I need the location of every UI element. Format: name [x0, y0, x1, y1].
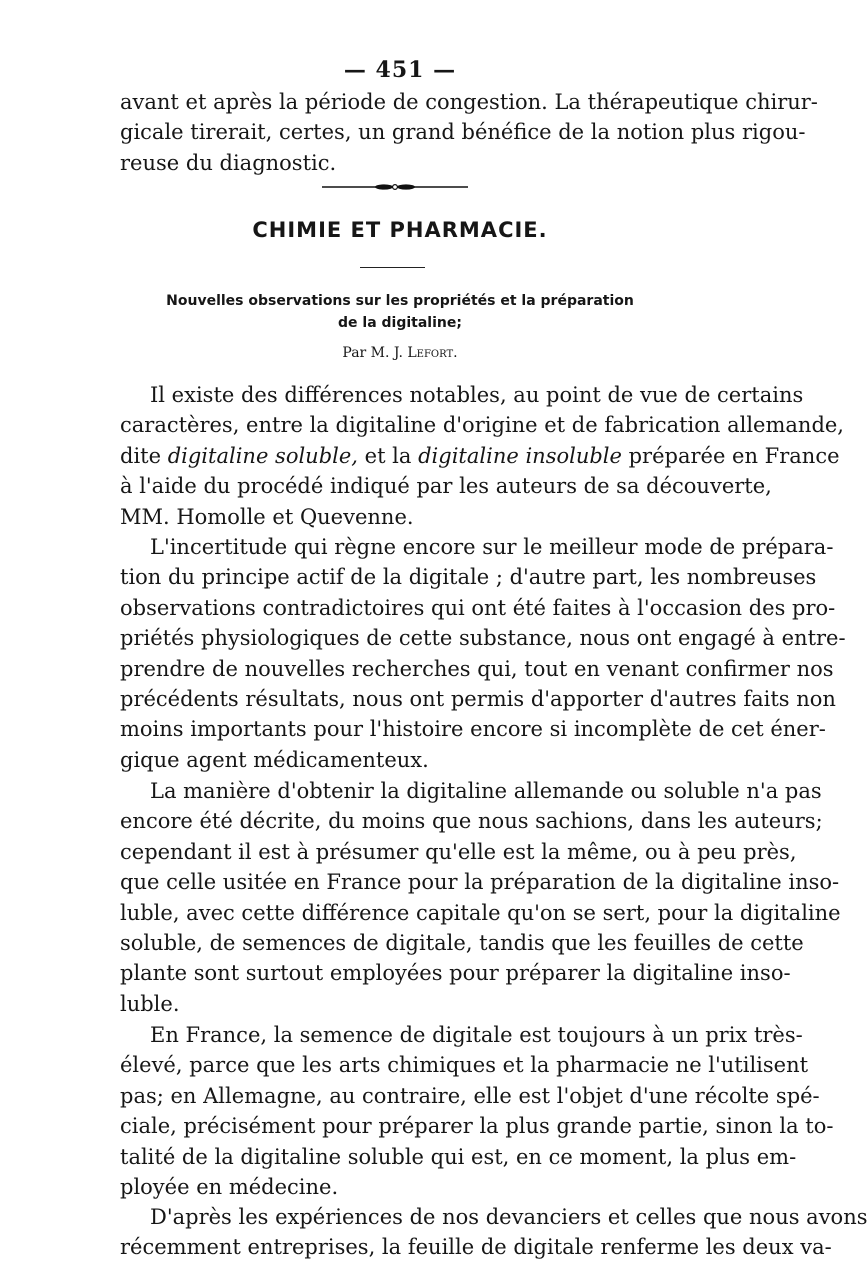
article-title-line-1: Nouvelles observations sur les propriétés et la préparation	[166, 293, 634, 309]
text-line: caractères, entre la digitaline d'origine et de fabrication allemande,	[120, 413, 844, 438]
text-line: En France, la semence de digitale est toujours à un prix très-	[150, 1023, 803, 1047]
section-heading: CHIMIE ET PHARMACIE.	[252, 218, 548, 242]
text-line: MM. Homolle et Quevenne.	[120, 504, 414, 529]
text-line: que celle usitée en France pour la préparation de la digitaline inso-	[120, 870, 840, 895]
text-line: L'incertitude qui règne encore sur le meilleur mode de prépara-	[150, 535, 834, 559]
heading-rule	[360, 267, 425, 268]
text-line: encore été décrite, du moins que nous sachions, dans les auteurs;	[120, 809, 823, 834]
text-line: élevé, parce que les arts chimiques et la pharmacie ne l'utilisent	[120, 1053, 809, 1078]
ornamental-divider	[322, 184, 468, 190]
text-line: Il existe des différences notables, au point de vue de certains	[150, 383, 804, 407]
author-name: Lefort.	[407, 345, 458, 361]
text-line: avant et après la période de congestion. La thérapeutique chirur-	[120, 90, 818, 114]
article-author	[0, 345, 800, 361]
text-line: récemment entreprises, la feuille de digitale renferme les deux va-	[120, 1235, 832, 1260]
text-line: à l'aide du procédé indiqué par les auteurs de sa découverte,	[120, 474, 772, 499]
author-prefix: Par M. J.	[342, 345, 403, 361]
text-line: talité de la digitaline soluble qui est, en ce moment, la plus em-	[120, 1144, 797, 1169]
continuation-paragraph	[120, 87, 818, 178]
text-line: ciale, précisément pour préparer la plus grande partie, sinon la to-	[120, 1114, 834, 1139]
text-line: La manière d'obtenir la digitaline allemande ou soluble n'a pas	[150, 779, 822, 803]
text-line: luble.	[120, 991, 180, 1016]
text-line: observations contradictoires qui ont été faites à l'occasion des pro-	[120, 595, 836, 620]
text-line: D'après les expériences de nos devanciers et celles que nous avons	[150, 1205, 868, 1229]
text-line: tion du principe actif de la digitale ; d'autre part, les nombreuses	[120, 565, 817, 590]
paragraph-4	[120, 1020, 834, 1202]
text-line: précédents résultats, nous ont permis d'apporter d'autres faits non	[120, 687, 836, 712]
text-line: gique agent médicamenteux.	[120, 747, 429, 772]
italic-term: digitaline insoluble	[418, 443, 622, 468]
article-title-line-2: de la digitaline;	[338, 315, 462, 331]
text-line: ployée en médecine.	[120, 1175, 339, 1200]
text-line: pas; en Allemagne, au contraire, elle est l'objet d'une récolte spé-	[120, 1083, 820, 1108]
text-line: gicale tirerait, certes, un grand bénéfice de la notion plus rigou-	[120, 120, 806, 145]
text-line: plante sont surtout employées pour préparer la digitaline inso-	[120, 961, 791, 986]
text-line: reuse du diagnostic.	[120, 150, 337, 175]
text-line: cependant il est à présumer qu'elle est la même, ou à peu près,	[120, 839, 797, 864]
text-line: soluble, de semences de digitale, tandis que les feuilles de cette	[120, 931, 804, 956]
italic-term: digitaline soluble,	[167, 443, 358, 468]
text-line: moins importants pour l'histoire encore si incomplète de cet éner-	[120, 717, 826, 742]
paragraph-2	[120, 532, 846, 775]
paragraph-1	[120, 380, 844, 532]
paragraph-3	[120, 776, 841, 1019]
text-line: prendre de nouvelles recherches qui, tout en venant confirmer nos	[120, 656, 834, 681]
page-number: — 451 —	[343, 57, 457, 83]
text-line-with-italics: dite digitaline soluble, et la digitaline insoluble préparée en France	[120, 443, 840, 468]
text-line: luble, avec cette différence capitale qu'on se sert, pour la digitaline	[120, 900, 841, 925]
paragraph-5	[120, 1202, 868, 1263]
text-line: priétés physiologiques de cette substance, nous ont engagé à entre-	[120, 626, 846, 651]
